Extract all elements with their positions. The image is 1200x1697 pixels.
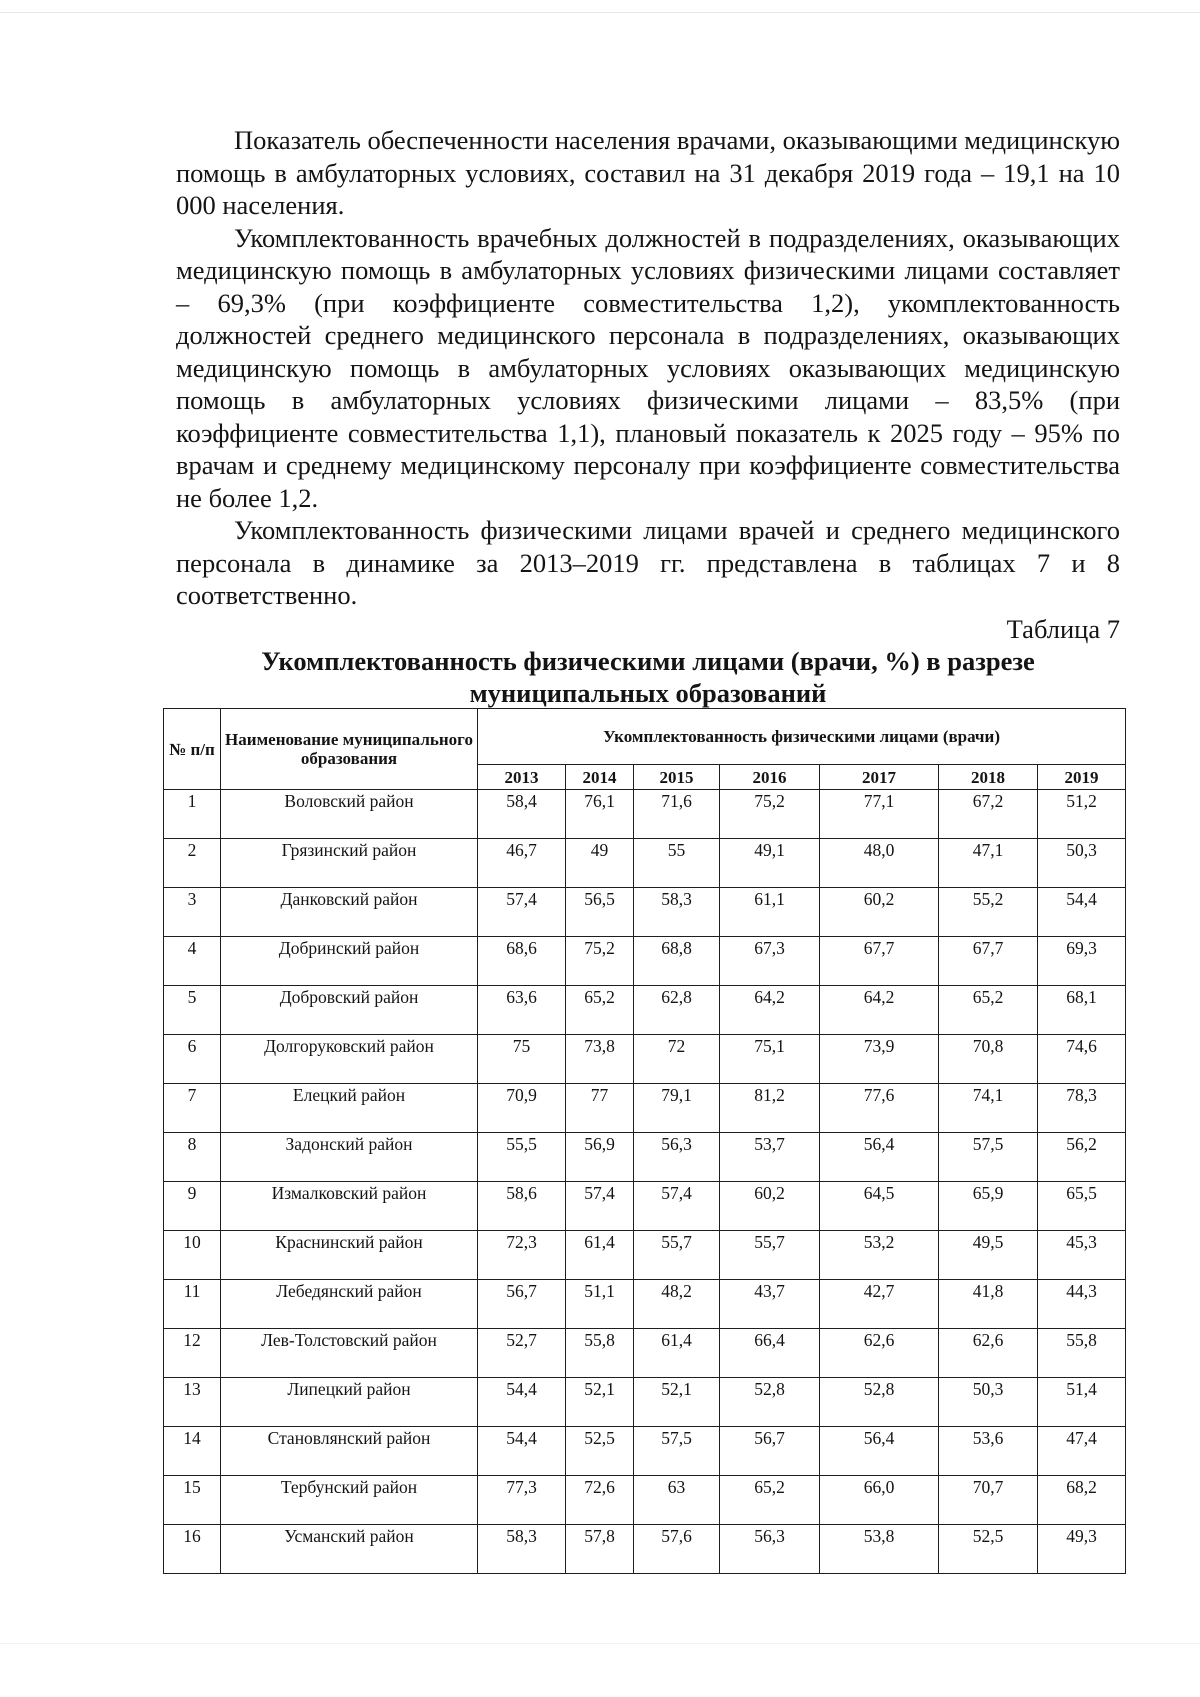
municipality-name: Данковский район (221, 888, 478, 937)
row-number: 16 (164, 1525, 221, 1574)
staffing-value: 52,5 (566, 1427, 634, 1476)
staffing-value: 73,9 (820, 1035, 939, 1084)
row-number: 6 (164, 1035, 221, 1084)
paragraph-2: Укомплектованность врачебных должностей в подразделениях, оказывающих медицинскую помощь в амбулаторных условиях физическими лицами составляет – 69,3% (при коэффициенте совместительства 1,2), укомплектованность должностей среднего медицинского персонала в подразделениях, оказывающих медицинскую помощь в амбулаторных условиях оказывающих медицинскую помощь в амбулаторных условиях физическими лицами – 83,5% (при коэффициенте совместительства 1,1), плановый показатель к 2025 году – 95% по врачам и среднему медицинскому персоналу при коэффициенте совместительства не более 1,2. (176, 222, 1120, 513)
row-number: 11 (164, 1280, 221, 1329)
staffing-value: 68,1 (1038, 986, 1126, 1035)
staffing-value: 74,1 (939, 1084, 1038, 1133)
municipality-name: Добровский район (221, 986, 478, 1035)
staffing-value: 57,6 (634, 1525, 720, 1574)
staffing-value: 62,8 (634, 986, 720, 1035)
table-row (164, 1133, 1126, 1182)
row-number: 3 (164, 888, 221, 937)
table-row (164, 1084, 1126, 1133)
staffing-value: 67,7 (939, 937, 1038, 986)
staffing-value: 73,8 (566, 1035, 634, 1084)
staffing-value: 52,8 (820, 1378, 939, 1427)
staffing-value: 57,8 (566, 1525, 634, 1574)
staffing-value: 67,7 (820, 937, 939, 986)
staffing-value: 49,1 (720, 839, 820, 888)
staffing-value: 56,3 (634, 1133, 720, 1182)
staffing-value: 50,3 (939, 1378, 1038, 1427)
staffing-value: 72,6 (566, 1476, 634, 1525)
staffing-value: 62,6 (820, 1329, 939, 1378)
staffing-value: 49 (566, 839, 634, 888)
table-title: Укомплектованность физическими лицами (врачи, %) в разрезе муниципальных образований (261, 646, 1035, 708)
staffing-value: 60,2 (820, 888, 939, 937)
staffing-value: 65,2 (566, 986, 634, 1035)
staffing-value: 52,1 (566, 1378, 634, 1427)
header-year: 2019 (1038, 765, 1126, 790)
staffing-value: 45,3 (1038, 1231, 1126, 1280)
staffing-value: 56,2 (1038, 1133, 1126, 1182)
table-row (164, 986, 1126, 1035)
staffing-value: 72,3 (478, 1231, 566, 1280)
staffing-value: 68,2 (1038, 1476, 1126, 1525)
staffing-value: 51,2 (1038, 790, 1126, 839)
staffing-value: 61,1 (720, 888, 820, 937)
page-bottom-edge (0, 1643, 1200, 1644)
table-row (164, 1280, 1126, 1329)
staffing-value: 55,5 (478, 1133, 566, 1182)
table-row (164, 1427, 1126, 1476)
header-year: 2014 (566, 765, 634, 790)
row-number: 4 (164, 937, 221, 986)
staffing-value: 63,6 (478, 986, 566, 1035)
staffing-value: 55,7 (634, 1231, 720, 1280)
staffing-value: 56,7 (720, 1427, 820, 1476)
staffing-value: 52,5 (939, 1525, 1038, 1574)
header-year: 2016 (720, 765, 820, 790)
row-number: 15 (164, 1476, 221, 1525)
table-number: Таблица 7 (1006, 614, 1120, 644)
staffing-value: 64,5 (820, 1182, 939, 1231)
staffing-value: 46,7 (478, 839, 566, 888)
staffing-value: 43,7 (720, 1280, 820, 1329)
municipality-name: Усманский район (221, 1525, 478, 1574)
staffing-value: 54,4 (478, 1427, 566, 1476)
staffing-value: 55,8 (566, 1329, 634, 1378)
row-number: 2 (164, 839, 221, 888)
municipality-name: Измалковский район (221, 1182, 478, 1231)
municipality-name: Лев-Толстовский район (221, 1329, 478, 1378)
row-number: 1 (164, 790, 221, 839)
paragraph-1: Показатель обеспеченности населения врачами, оказывающими медицинскую помощь в амбулаторных условиях, составил на 31 декабря 2019 года – 19,1 на 10 000 населения. (176, 125, 1120, 220)
staffing-value: 79,1 (634, 1084, 720, 1133)
table-row (164, 888, 1126, 937)
staffing-value: 56,9 (566, 1133, 634, 1182)
table-row (164, 839, 1126, 888)
staffing-value: 55,7 (720, 1231, 820, 1280)
staffing-value: 56,5 (566, 888, 634, 937)
municipality-name: Воловский район (221, 790, 478, 839)
row-number: 7 (164, 1084, 221, 1133)
row-number: 14 (164, 1427, 221, 1476)
staffing-value: 81,2 (720, 1084, 820, 1133)
table-row (164, 1035, 1126, 1084)
staffing-value: 49,3 (1038, 1525, 1126, 1574)
staffing-value: 76,1 (566, 790, 634, 839)
row-number: 13 (164, 1378, 221, 1427)
municipality-name: Елецкий район (221, 1084, 478, 1133)
table-row (164, 1329, 1126, 1378)
page-top-edge (0, 12, 1200, 13)
staffing-value: 77,3 (478, 1476, 566, 1525)
row-number: 12 (164, 1329, 221, 1378)
table-row (164, 1476, 1126, 1525)
staffing-value: 50,3 (1038, 839, 1126, 888)
staffing-value: 63 (634, 1476, 720, 1525)
municipality-name: Лебедянский район (221, 1280, 478, 1329)
staffing-value: 71,6 (634, 790, 720, 839)
staffing-value: 52,8 (720, 1378, 820, 1427)
municipality-name: Липецкий район (221, 1378, 478, 1427)
staffing-value: 51,1 (566, 1280, 634, 1329)
header-number: № п/п (164, 709, 221, 790)
staffing-value: 55,2 (939, 888, 1038, 937)
staffing-value: 67,3 (720, 937, 820, 986)
row-number: 5 (164, 986, 221, 1035)
staffing-value: 42,7 (820, 1280, 939, 1329)
staffing-value: 77 (566, 1084, 634, 1133)
staffing-value: 68,6 (478, 937, 566, 986)
staffing-value: 57,5 (634, 1427, 720, 1476)
staffing-value: 62,6 (939, 1329, 1038, 1378)
staffing-value: 74,6 (1038, 1035, 1126, 1084)
municipality-name: Задонский район (221, 1133, 478, 1182)
staffing-value: 75 (478, 1035, 566, 1084)
staffing-value: 77,1 (820, 790, 939, 839)
header-year: 2017 (820, 765, 939, 790)
table-row (164, 937, 1126, 986)
table-row (164, 790, 1126, 839)
staffing-value: 69,3 (1038, 937, 1126, 986)
staffing-value: 64,2 (720, 986, 820, 1035)
staffing-value: 54,4 (478, 1378, 566, 1427)
staffing-value: 52,7 (478, 1329, 566, 1378)
staffing-value: 56,3 (720, 1525, 820, 1574)
header-staffing-group: Укомплектованность физическими лицами (врачи) (478, 709, 1126, 765)
row-number: 9 (164, 1182, 221, 1231)
staffing-value: 75,1 (720, 1035, 820, 1084)
staffing-value: 64,2 (820, 986, 939, 1035)
header-municipality: Наименование муниципального образования (221, 709, 478, 790)
staffing-value: 60,2 (720, 1182, 820, 1231)
staffing-value: 57,5 (939, 1133, 1038, 1182)
table-row (164, 1231, 1126, 1280)
staffing-value: 48,2 (634, 1280, 720, 1329)
staffing-value: 66,4 (720, 1329, 820, 1378)
staffing-value: 68,8 (634, 937, 720, 986)
row-number: 10 (164, 1231, 221, 1280)
staffing-value: 70,7 (939, 1476, 1038, 1525)
staffing-value: 72 (634, 1035, 720, 1084)
staffing-value: 53,6 (939, 1427, 1038, 1476)
table-row (164, 1525, 1126, 1574)
staffing-value: 65,9 (939, 1182, 1038, 1231)
staffing-value: 75,2 (566, 937, 634, 986)
staffing-value: 55,8 (1038, 1329, 1126, 1378)
header-year: 2013 (478, 765, 566, 790)
staffing-value: 65,2 (939, 986, 1038, 1035)
municipality-name: Грязинский район (221, 839, 478, 888)
municipality-name: Тербунский район (221, 1476, 478, 1525)
header-year: 2015 (634, 765, 720, 790)
staffing-value: 54,4 (1038, 888, 1126, 937)
table-body (164, 790, 1126, 1574)
municipality-name: Добринский район (221, 937, 478, 986)
staffing-table (163, 708, 1126, 1574)
table-row (164, 1378, 1126, 1427)
staffing-value: 53,7 (720, 1133, 820, 1182)
staffing-value: 57,4 (566, 1182, 634, 1231)
staffing-value: 44,3 (1038, 1280, 1126, 1329)
staffing-value: 49,5 (939, 1231, 1038, 1280)
staffing-value: 77,6 (820, 1084, 939, 1133)
municipality-name: Становлянский район (221, 1427, 478, 1476)
staffing-value: 47,1 (939, 839, 1038, 888)
staffing-value: 53,8 (820, 1525, 939, 1574)
row-number: 8 (164, 1133, 221, 1182)
staffing-value: 65,5 (1038, 1182, 1126, 1231)
municipality-name: Долгоруковский район (221, 1035, 478, 1084)
staffing-value: 51,4 (1038, 1378, 1126, 1427)
staffing-value: 55 (634, 839, 720, 888)
staffing-value: 67,2 (939, 790, 1038, 839)
staffing-value: 57,4 (634, 1182, 720, 1231)
staffing-value: 61,4 (634, 1329, 720, 1378)
table-row (164, 1182, 1126, 1231)
staffing-value: 70,8 (939, 1035, 1038, 1084)
staffing-value: 58,3 (478, 1525, 566, 1574)
staffing-value: 47,4 (1038, 1427, 1126, 1476)
staffing-value: 56,4 (820, 1133, 939, 1182)
staffing-value: 58,3 (634, 888, 720, 937)
staffing-value: 78,3 (1038, 1084, 1126, 1133)
paragraph-3: Укомплектованность физическими лицами врачей и среднего медицинского персонала в динамике за 2013–2019 гг. представлена в таблицах 7 и 8 соответственно. (176, 515, 1120, 610)
staffing-value: 41,8 (939, 1280, 1038, 1329)
staffing-value: 58,4 (478, 790, 566, 839)
staffing-value: 66,0 (820, 1476, 939, 1525)
staffing-value: 57,4 (478, 888, 566, 937)
staffing-value: 53,2 (820, 1231, 939, 1280)
staffing-value: 70,9 (478, 1084, 566, 1133)
body-text (176, 124, 1120, 612)
staffing-value: 58,6 (478, 1182, 566, 1231)
staffing-value: 56,4 (820, 1427, 939, 1476)
staffing-value: 65,2 (720, 1476, 820, 1525)
header-year: 2018 (939, 765, 1038, 790)
staffing-value: 52,1 (634, 1378, 720, 1427)
staffing-value: 56,7 (478, 1280, 566, 1329)
staffing-value: 48,0 (820, 839, 939, 888)
municipality-name: Краснинский район (221, 1231, 478, 1280)
staffing-value: 61,4 (566, 1231, 634, 1280)
staffing-value: 75,2 (720, 790, 820, 839)
